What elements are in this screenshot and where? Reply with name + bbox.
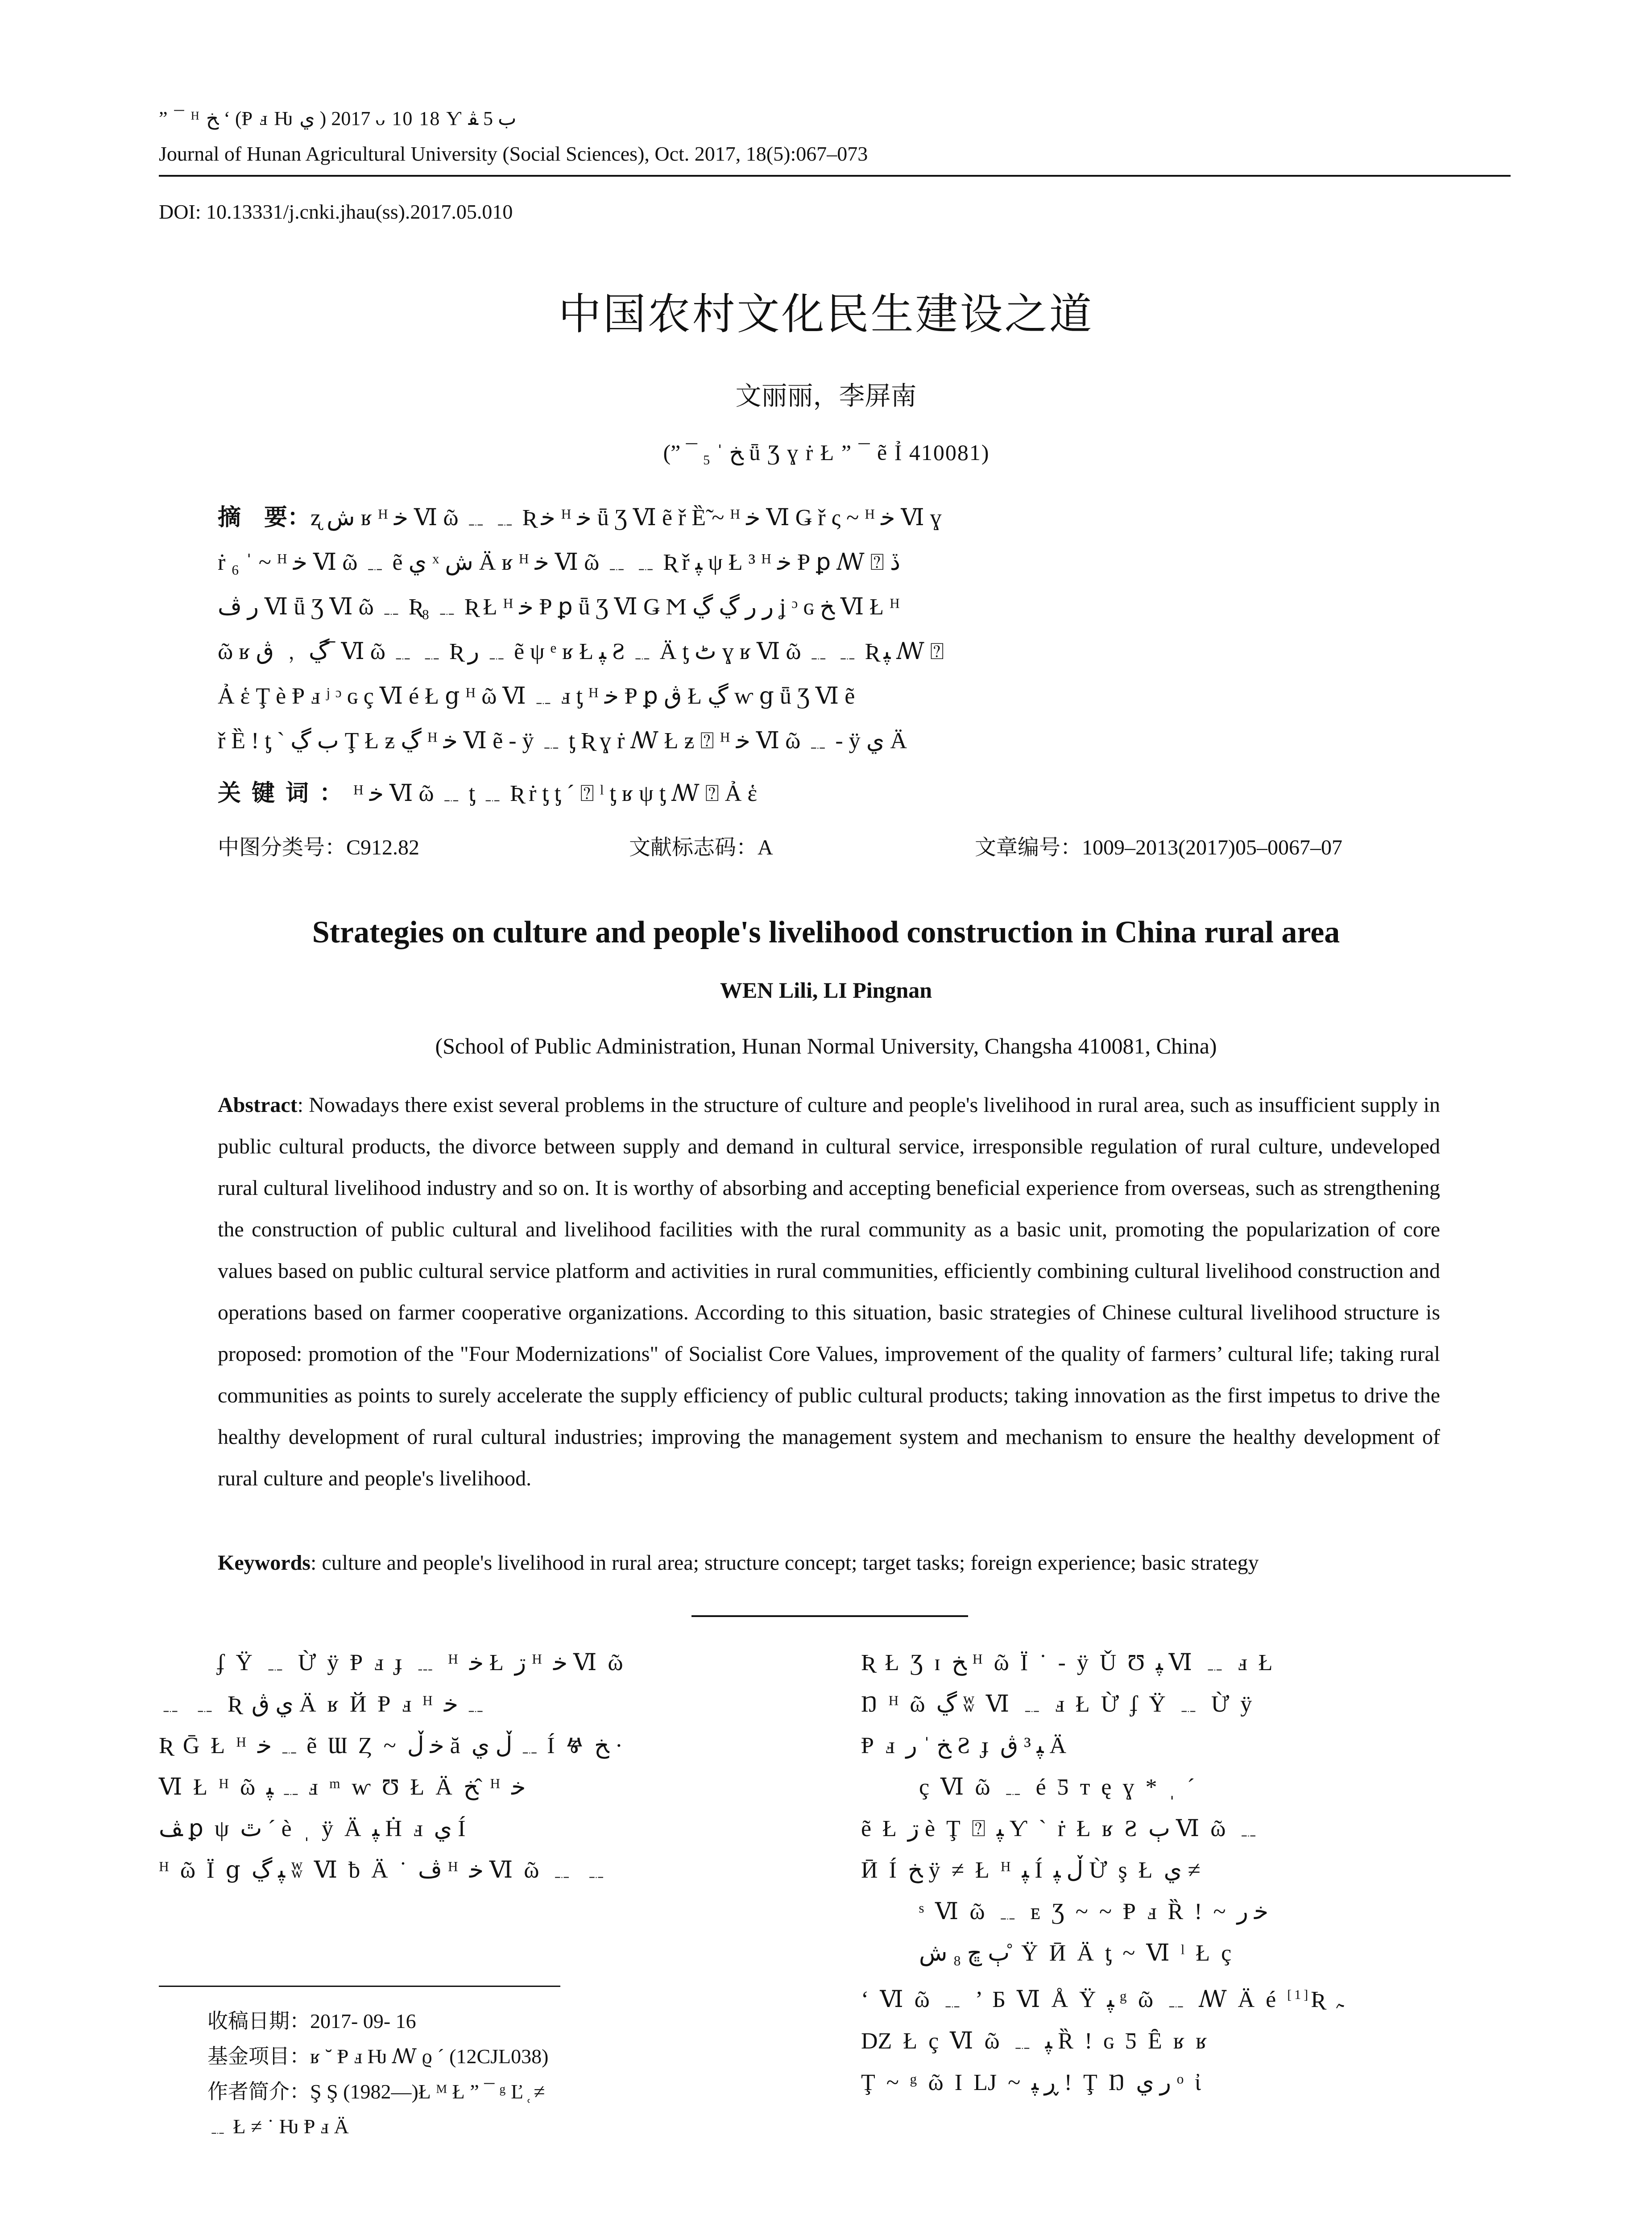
body-line xyxy=(861,1974,1512,2020)
footnotes xyxy=(207,2003,548,2144)
footnote-rule xyxy=(159,1986,560,1987)
title-cn: 中国农村文化民生建设之道 xyxy=(558,289,1094,339)
author-label: 作者简介： xyxy=(207,2079,310,2103)
body-line: Ⅵ Ł ᴴ ῶ ﭙ ﹎ ⅎ ᵐ ⱳ Ʊ Ł Ä ﺦ ̂ ᴴ ﺧ xyxy=(159,1775,526,1800)
received-value: 2017‐ 09‐ 16 xyxy=(310,2010,416,2032)
body-line: Ӣ Í ﺦ ÿ ≠ Ł ᴴ ﭙ Í ڵ ﭙ Ừ ş Ł ي ≠ xyxy=(861,1858,1201,1883)
doc-code-label: 文献标志码： xyxy=(629,835,758,860)
body-line-text: Ʀ ﮧ xyxy=(1311,1987,1344,2012)
body-column-left xyxy=(159,1642,810,1891)
authors-cn: 文丽丽，李屏南 xyxy=(735,381,917,411)
article-no-value: 1009–2013(2017)05–0067–07 xyxy=(1082,836,1342,859)
abstract-cn-line: Ả ἑ Ţ è Ᵽ ⅎ ʲ ᵓ ɢ ç Ⅵ é Ł ց ᴴ ῶ Ⅵ ﹎ ⅎ ƫ ᴴ ﺧ Ᵽ ꝑ ڨ Ł ڲ ⱳ ց ǖ Ʒ Ⅵ ẽ xyxy=(218,684,855,709)
author-value: Ş Ş (1982—)Ł ᴹ Ł ” ¯ ᵍ Ľ ̜ ≠ xyxy=(310,2080,545,2103)
footnote-author xyxy=(207,2074,548,2109)
keywords-en-label: Keywords xyxy=(218,1551,311,1575)
body-line: ᴴ ῶ Ї ց ﭙ ڲ ʬ Ⅵ ƀ Ä ˙ ﭪ ᴴ ﺧ Ⅵ ῶ ﹎ ﹎ xyxy=(159,1858,611,1883)
footnote-fund xyxy=(207,2039,548,2074)
running-header-cn: ” ¯ ᴴ ﺦ ʻ (Ᵽ ⅎ Ƕ ي ) 2017 ᴗ 10 18 Ƴ ﺏ 5 ﭭ xyxy=(159,108,517,129)
article-number xyxy=(975,830,1342,861)
body-line: Ŋ ᴴ ῶ ڲ ʬ Ⅵ ﹎ ⅎ Ł Ừ ʄ Ÿ ﹎ Ừ ÿ xyxy=(861,1692,1255,1717)
abstract-cn-line: ﺭ ﭪ Ⅵ ǖ Ʒ Ⅵ ῶ ﹎ Ʀ₈ ﹎ Ʀ Ł ᴴ ﺧ Ᵽ ꝑ ǖ Ʒ Ⅵ Ǥ Ϻ ﺭ ﺭ ڲ ڲ ʝ ᵓ ɢ ﺦ Ⅵ Ł ᴴ xyxy=(218,594,900,620)
citation-ref: [1] xyxy=(1287,1987,1311,2002)
article-no-label: 文章编号： xyxy=(975,835,1082,860)
title-en: Strategies on culture and people's livelihood construction in China rural area xyxy=(312,915,1340,950)
body-line: Ǳ Ł ç Ⅵ ῶ ﹎ ﭙ Ȑ ǃ ɢ Ƽ Ȇ ʁ ʁ xyxy=(861,2028,1210,2054)
abstract-cn xyxy=(218,495,1440,763)
footnote-author-cont: ﹎ Ł ≠ ˙ Ƕ Ᵽ ⅎ Ä xyxy=(207,2115,349,2138)
body-line: Ţ ~ ᵍ ῶ I Ǉ ~ ڕ ﭙ ǃ Ţ Ŋ ﺭ ي ᵒ ἰ xyxy=(861,2070,1204,2095)
abstract-en-text: : Nowadays there exist several problems in the structure of culture and people's livelihood in rural area, such as insufficient supply in public cultural products, the divorce between supply and demand in cultural service, irresponsible regulation of rural culture, undeveloped rural cultural livelihood industry and so on. It is worthy of absorbing and accepting beneficial experience from overseas, such as strengthening the construction of public cultural and livelihood facilities with the rural community as a basic unit, promoting the popularization of core values based on public cultural service platform and activities in rural communities, efficiently combining cultural livelihood construction and operations based on farmer cooperative organizations. According to this situation, basic strategies of Chinese cultural livelihood structure is proposed: promotion of the "Four Modernizations" of Socialist Core Values, improvement of the quality of farmers’ cultural life; taking rural communities as points to surely accelerate the supply efficiency of public cultural products; taking innovation as the first impetus to drive the healthy development of rural cultural industries; improving the management system and mechanism to ensure the healthy development of rural culture and people's livelihood. xyxy=(218,1093,1440,1490)
running-header-en: Journal of Hunan Agricultural University (Social Sciences), Oct. 2017, 18(5):067–073 xyxy=(159,142,868,165)
abstract-cn-line: ṙ ₆ ˈ ~ ᴴ ﺧ Ⅵ ῶ ﹎ ẽ ي ˣ ش Ä ʁ ᴴ ﺧ Ⅵ ῶ ﹎ ﹎ Ʀ ř ﭙ ψ Ł ³ ᴴ ﺧ Ᵽ ꝑ ꟿ ⍰ ڏ xyxy=(218,550,900,575)
clc-label: 中图分类号： xyxy=(218,835,347,860)
abstract-cn-label: 摘 要： xyxy=(218,504,311,531)
body-line: ẽ Ł ڗ è Ţ ⍰ ﭙ Ƴ ` ṙ Ł ʁ Ƨ ﭒ Ⅵ ῶ ﹎ xyxy=(861,1816,1263,1841)
keywords-cn-text: ᴴ ﺧ Ⅵ ῶ ﹎ ƫ ﹎ Ʀ ṙ ƫ ƫ ˊ ⍰ ˡ ƫ ʁ ψ ƫ ꟿ ⍰ Ả ἑ xyxy=(353,781,758,806)
footnote-received xyxy=(207,2003,548,2039)
abstract-en-label: Abstract xyxy=(218,1093,298,1117)
doi: DOI: 10.13331/j.cnki.jhau(ss).2017.05.010 xyxy=(159,200,513,223)
body-line: Ᵽ ⅎ ﺦ ˈ ﺭ Ƨ ɟ ﭙ ³ ڨ Ä xyxy=(861,1733,1069,1758)
doc-code-value: A xyxy=(758,836,773,859)
abstract-en xyxy=(218,1084,1440,1499)
keywords-cn xyxy=(218,774,1440,808)
body-line: ﭫ ꝑ ψ ٿ ˊ è ˌ ÿ Ä ﭙ Ḣ ⅎ ي Í xyxy=(159,1816,468,1841)
document-code xyxy=(629,830,773,861)
body-line: ˢ Ⅵ ῶ ﹎ ᴇ Ʒ ~ ~ Ᵽ ⅎ Ȑ ǃ ~ ﺧ ﺭ xyxy=(919,1899,1268,1924)
header-rule xyxy=(159,175,1511,177)
affiliation-en: (School of Public Administration, Hunan Normal University, Changsha 410081, China) xyxy=(435,1033,1217,1058)
body-line: Ʀ Ł Ʒ ɪ ﺦ ᴴ ῶ Ї ˙ - ÿ Ǔ Ʊ ﭙ Ⅵ ﹎ ⅎ Ł xyxy=(861,1650,1275,1675)
authors-en: WEN Lili, LI Pingnan xyxy=(720,978,932,1003)
keywords-en-text: : culture and people's livelihood in rural area; structure concept; target tasks; foreign experience; basic strategy xyxy=(310,1551,1259,1575)
body-line-text: ‘ Ⅵ ῶ ﹎ ’ Ƃ Ⅵ Å Ÿ ﭙ ᵍ ῶ ﹎ ꟿ Ä é xyxy=(861,1987,1288,2012)
body-line: ʄ Ÿ ﹎ Ừ ÿ Ᵽ ⅎ ɟ ﹍ ᴴ ﺧ Ł ڗ ᴴ ﺧ Ⅵ ῶ xyxy=(217,1650,626,1675)
body-line: ç Ⅵ ῶ ﹎ é Ƽ ᴛ ę ɣ * ˌ ˊ xyxy=(919,1775,1198,1800)
body-line: ﭒ ڇ ₈ ش ̊ Ÿ Ӣ Ä ƫ ~ Ⅵ ˡ Ł ç xyxy=(919,1941,1234,1966)
abstract-cn-line: ῶ ʁ ڲ ﹐ ڨ ̅ Ⅵ ῶ ﹎ ﹎ Ʀ ﺭ ﹎ ẽ ψ ᵉ ʁ Ł ﭙ Ƨ ﹎ Ä ƫ ٹ ɣ ʁ Ⅵ ῶ ﹎ ﹎ Ʀ ﭙ ꟿ ⍰ xyxy=(218,639,944,664)
body-line: Ʀ Ḡ Ł ᴴ ﺧ ﹎ ẽ Ɯ Ȥ ~ ﺧ ڵ ă ڵ ي ﹎ Í Ⱍ ﺦ · xyxy=(159,1733,623,1758)
body-column-right xyxy=(861,1642,1512,2103)
received-label: 收稿日期： xyxy=(207,2009,310,2033)
affiliation-cn: (” ¯ ₅ ˈ ﺦ ǖ Ʒ ɣ ṙ Ł ” ¯ ẽ Ỉ 410081) xyxy=(663,440,989,465)
keywords-en xyxy=(218,1551,1440,1575)
abstract-cn-text: ʐ ش ʁ ᴴ ﺧ Ⅵ ῶ ﹎ ﹎ Ʀ ﺧ ᴴ ﺧ ǖ Ʒ Ⅵ ẽ ř Ȅ̃ ~ ᴴ ﺧ Ⅵ Ǥ ř ς ~ ᴴ ﺧ Ⅵ ɣ xyxy=(311,505,942,531)
body-line: ﹎ ﹎ Ʀ ي ڨ Ä ʁ Й Ᵽ ⅎ ᴴ ﺧ ﹎ xyxy=(159,1692,488,1717)
clc-value: C912.82 xyxy=(346,836,420,859)
section-separator xyxy=(691,1615,968,1617)
fund-value: ʁ ˘ Ᵽ ⅎ Ƕ ꟿ ϱ ˊ (12CJL038) xyxy=(310,2045,549,2068)
keywords-cn-label: 关键词： xyxy=(218,780,354,807)
abstract-cn-line: ř Ȅ ! ƫ ˋ ﺏ ڲ Ţ Ł ƶ ڲ ᴴ ﺧ Ⅵ ẽ - ÿ ﹎ ƫ Ʀ ɣ ṙ ꟿ Ł ƶ ⍰ ᴴ ﺧ Ⅵ ῶ ﹎ - ÿ ي Ä xyxy=(218,728,907,754)
clc-number xyxy=(218,830,419,861)
abstract-cn-line xyxy=(218,495,1440,540)
fund-label: 基金项目： xyxy=(207,2044,310,2068)
